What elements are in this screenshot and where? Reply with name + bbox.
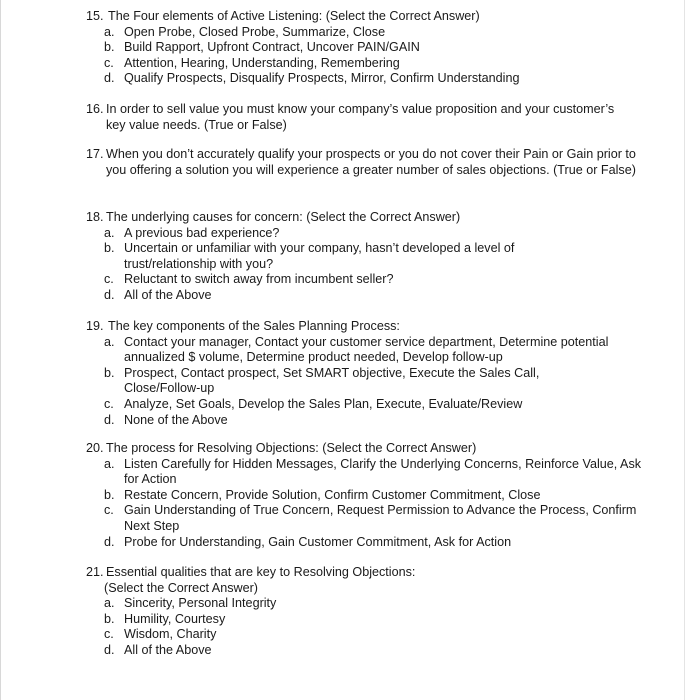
option-text: Uncertain or unfamiliar with your company, hasn’t developed a level of trust/relationship with you? [124, 241, 515, 271]
option-b [86, 241, 646, 272]
question-stem [86, 565, 646, 581]
option-text: Listen Carefully for Hidden Messages, Clarify the Underlying Concerns, Reinforce Value, Ask for Action [124, 456, 642, 487]
option-c [86, 56, 646, 72]
question-stem [86, 319, 646, 335]
question-20 [86, 441, 646, 550]
option-b [86, 488, 646, 504]
option-d [86, 413, 646, 429]
question-16 [86, 102, 646, 133]
option-letter: d. [104, 642, 115, 657]
question-21 [86, 565, 646, 659]
question-text: In order to sell value you must know your company’s value proposition and your customer’s key value needs. (True or False) [106, 102, 615, 132]
option-a [86, 596, 646, 612]
question-subtext: (Select the Correct Answer) [104, 580, 258, 595]
option-text: Build Rapport, Upfront Contract, Uncover PAIN/GAIN [124, 40, 420, 55]
option-letter: d. [104, 71, 115, 86]
question-stem [86, 9, 646, 25]
option-d [86, 71, 646, 87]
option-letter: d. [104, 287, 115, 302]
option-c [86, 503, 646, 534]
option-text: Prospect, Contact prospect, Set SMART objective, Execute the Sales Call, Close/Follow-up [124, 365, 540, 396]
question-text: When you don’t accurately qualify your prospects or you do not cover their Pain or Gain prior to you offering a solution you will experience a greater number of sales objections. (True or False) [106, 147, 636, 177]
option-letter: c. [104, 272, 114, 287]
option-letter: d. [104, 534, 115, 549]
page-edge-left [0, 0, 1, 700]
option-letter: b. [104, 241, 115, 256]
option-text: All of the Above [124, 287, 212, 302]
option-a [86, 25, 646, 41]
question-number: 16. [86, 102, 104, 116]
option-letter: a. [104, 596, 115, 611]
option-text: Sincerity, Personal Integrity [124, 596, 277, 611]
option-letter: c. [104, 627, 114, 642]
option-text: Qualify Prospects, Disqualify Prospects, Mirror, Confirm Understanding [124, 71, 520, 86]
question-number: 18. [86, 210, 104, 224]
option-c [86, 397, 646, 413]
question-number: 17. [86, 147, 104, 161]
option-letter: d. [104, 412, 115, 427]
option-c [86, 272, 646, 288]
question-number: 19. [86, 319, 104, 333]
question-stem [86, 210, 646, 226]
question-stem [86, 441, 646, 457]
option-text: Contact your manager, Contact your customer service department, Determine potential annualized $ volume, Determine product needed, Develop follow-up [124, 334, 609, 365]
option-text: Attention, Hearing, Understanding, Remembering [124, 55, 400, 70]
question-15 [86, 9, 646, 87]
option-text: A previous bad experience? [124, 225, 280, 240]
option-text: Humility, Courtesy [124, 611, 226, 626]
option-text: Reluctant to switch away from incumbent seller? [124, 272, 394, 287]
option-letter: a. [104, 225, 115, 240]
option-text: Gain Understanding of True Concern, Request Permission to Advance the Process, Confirm Next Step [124, 503, 637, 533]
option-text: Restate Concern, Provide Solution, Confirm Customer Commitment, Close [124, 487, 541, 502]
option-letter: b. [104, 611, 115, 626]
option-b [86, 366, 646, 397]
option-a [86, 226, 646, 242]
option-d [86, 535, 646, 551]
option-letter: c. [104, 396, 114, 411]
question-17 [86, 147, 646, 178]
option-letter: c. [104, 55, 114, 70]
option-text: Probe for Understanding, Gain Customer Commitment, Ask for Action [124, 534, 512, 549]
question-stem [86, 147, 646, 178]
option-text: Open Probe, Closed Probe, Summarize, Close [124, 24, 386, 39]
option-text: All of the Above [124, 642, 212, 657]
question-text: The underlying causes for concern: (Select the Correct Answer) [106, 210, 461, 224]
option-letter: b. [104, 365, 115, 380]
question-number: 21. [86, 565, 104, 579]
option-letter: b. [104, 487, 115, 502]
option-text: Wisdom, Charity [124, 627, 217, 642]
option-a [86, 457, 646, 488]
option-letter: c. [104, 503, 114, 518]
question-stem [86, 102, 646, 133]
option-letter: a. [104, 456, 115, 471]
option-text: None of the Above [124, 412, 228, 427]
question-number: 15. [86, 9, 104, 23]
question-19 [86, 319, 646, 428]
option-d [86, 643, 646, 659]
option-text: Analyze, Set Goals, Develop the Sales Plan, Execute, Evaluate/Review [124, 396, 523, 411]
question-18 [86, 210, 646, 304]
question-number: 20. [86, 441, 104, 455]
question-text: The Four elements of Active Listening: (Select the Correct Answer) [108, 9, 480, 23]
page-edge-right [684, 0, 685, 700]
question-text: The process for Resolving Objections: (Select the Correct Answer) [106, 441, 477, 455]
option-a [86, 335, 646, 366]
option-d [86, 288, 646, 304]
question-text: Essential qualities that are key to Resolving Objections: [106, 565, 416, 579]
option-letter: a. [104, 334, 115, 349]
question-text: The key components of the Sales Planning Process: [108, 319, 400, 333]
option-letter: a. [104, 24, 115, 39]
option-b [86, 612, 646, 628]
option-letter: b. [104, 40, 115, 55]
option-b [86, 40, 646, 56]
option-c [86, 627, 646, 643]
